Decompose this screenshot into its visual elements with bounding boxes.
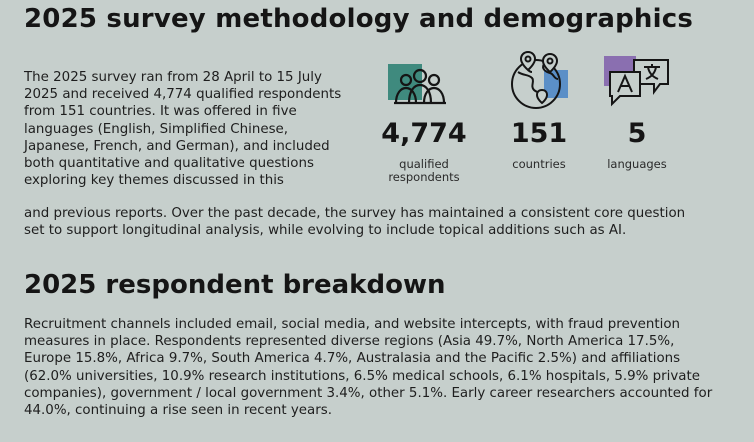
- stat-respondents: [376, 60, 472, 190]
- paragraph-line: set to support longitudinal analysis, while evolving to include topical additions such as AI.: [24, 223, 627, 239]
- paragraph-line: Japanese, French, and German), and included: [24, 138, 330, 154]
- stat-label: countries: [512, 157, 566, 171]
- paragraph-line: 44.0%, continuing a rise seen in recent years.: [24, 402, 332, 418]
- paragraph-line: The 2025 survey ran from 28 April to 15 July: [24, 70, 322, 85]
- people-icon: [384, 60, 456, 108]
- paragraph-line: measures in place. Respondents represented diverse regions (Asia 49.7%, North America 17.5%,: [24, 334, 675, 350]
- stat-value: 5: [627, 118, 647, 149]
- breakdown-paragraph: [24, 316, 712, 419]
- paragraph-line: languages (English, Simplified Chinese,: [24, 121, 289, 137]
- paragraph-line: from 151 countries. It was offered in five: [24, 104, 297, 120]
- section-title-breakdown: 2025 respondent breakdown: [24, 270, 446, 300]
- stat-label: qualified: [399, 157, 449, 171]
- paragraph-line: 2025 and received 4,774 qualified respondents: [24, 87, 342, 103]
- paragraph-line: both quantitative and qualitative questions: [24, 155, 314, 171]
- paragraph-line: Recruitment channels included email, social media, and website intercepts, with fraud prevention: [24, 317, 681, 332]
- stat-countries: [494, 50, 584, 180]
- stat-languages: [592, 54, 682, 180]
- paragraph-line: exploring key themes discussed in this: [24, 173, 284, 189]
- stat-label: respondents: [388, 170, 460, 184]
- paragraph-line: (62.0% universities, 10.9% research institutions, 6.5% medical schools, 6.1% hospitals, 5.9% private: [24, 368, 700, 384]
- globe-icon: [504, 50, 574, 112]
- paragraph-line: and previous reports. Over the past decade, the survey has maintained a consistent core question: [24, 206, 686, 221]
- paragraph-line: Europe 15.8%, Africa 9.7%, South America 4.7%, Australasia and the Pacific 2.5%) and affiliations: [24, 351, 681, 367]
- methodology-paragraph: [24, 69, 341, 189]
- translate-icon: [602, 54, 674, 110]
- stat-label: languages: [607, 157, 667, 171]
- stat-value: 151: [510, 118, 568, 149]
- stat-value: 4,774: [381, 118, 467, 149]
- methodology-paragraph-tail: [24, 205, 685, 239]
- paragraph-line: companies), government / local government 3.4%, other 5.1%. Early career researchers accounted for: [24, 385, 713, 401]
- section-title-methodology: 2025 survey methodology and demographics: [24, 4, 694, 34]
